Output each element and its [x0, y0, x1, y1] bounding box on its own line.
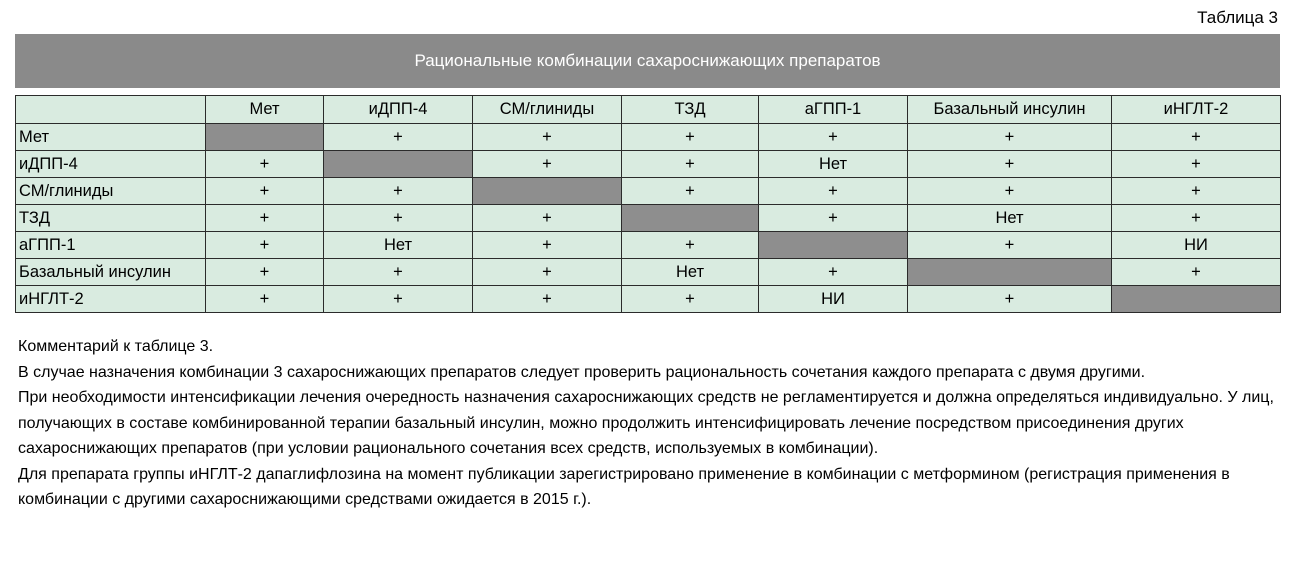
table-cell: + [206, 151, 324, 178]
diagonal-cell [622, 205, 759, 232]
table-cell: + [622, 124, 759, 151]
table-cell: + [324, 259, 473, 286]
column-header: СМ/глиниды [473, 96, 622, 124]
table-cell: + [473, 205, 622, 232]
diagonal-cell [759, 232, 908, 259]
table-row [16, 259, 1281, 286]
table-comments [18, 334, 1288, 513]
table-cell: + [622, 178, 759, 205]
diagonal-cell [473, 178, 622, 205]
table-row [16, 151, 1281, 178]
table-cell: + [1112, 205, 1281, 232]
table-cell: + [206, 232, 324, 259]
table-cell: + [622, 232, 759, 259]
column-header: ТЗД [622, 96, 759, 124]
row-header: Мет [16, 124, 206, 151]
comment-paragraph: При необходимости интенсификации лечения очередность назначения сахароснижающих средств не регламентируется и должна определяться индивидуально. У лиц, получающих в составе комбинированной терапии базальный инсулин, можно продолжить интенсифицировать лечение посредством присоединения других сахароснижающих препаратов (при условии рационального сочетания всех средств, используемых в комбинации). [18, 389, 1274, 457]
table-cell: + [1112, 178, 1281, 205]
table-cell: + [473, 151, 622, 178]
table-cell: НИ [1112, 232, 1281, 259]
table-cell: + [206, 178, 324, 205]
row-header: иНГЛТ-2 [16, 286, 206, 313]
comment-paragraph: В случае назначения комбинации 3 сахароснижающих препаратов следует проверить рациональность сочетания каждого препарата с двумя другими. [18, 363, 1146, 381]
diagonal-cell [324, 151, 473, 178]
corner-cell [16, 96, 206, 124]
table-cell: + [759, 124, 908, 151]
table-row [16, 232, 1281, 259]
table-cell: Нет [324, 232, 473, 259]
table-cell: + [622, 286, 759, 313]
table-cell: + [1112, 151, 1281, 178]
table-cell: + [324, 124, 473, 151]
column-header: Базальный инсулин [908, 96, 1112, 124]
table-cell: + [324, 286, 473, 313]
column-header: иНГЛТ-2 [1112, 96, 1281, 124]
table-cell: + [759, 259, 908, 286]
table-title: Рациональные комбинации сахароснижающих препаратов [15, 34, 1280, 88]
table-cell: + [1112, 259, 1281, 286]
comment-paragraph: Для препарата группы иНГЛТ-2 дапаглифлозина на момент публикации зарегистрировано применение в комбинации с метформином (регистрация применения в комбинации с другими сахароснижающими средствами ожидается в 2015 г.). [18, 465, 1230, 508]
row-header: Базальный инсулин [16, 259, 206, 286]
table-cell: + [206, 205, 324, 232]
table-row [16, 124, 1281, 151]
header-row [16, 96, 1281, 124]
row-header: иДПП-4 [16, 151, 206, 178]
table-cell: + [759, 178, 908, 205]
table-cell: + [324, 178, 473, 205]
comment-heading: Комментарий к таблице 3. [18, 338, 214, 355]
table-cell: НИ [759, 286, 908, 313]
table-cell: + [473, 124, 622, 151]
table-cell: Нет [759, 151, 908, 178]
table-cell: + [206, 286, 324, 313]
diagonal-cell [206, 124, 324, 151]
table-cell: + [908, 286, 1112, 313]
table-row [16, 178, 1281, 205]
row-header: ТЗД [16, 205, 206, 232]
table-cell: + [908, 124, 1112, 151]
table-cell: + [622, 151, 759, 178]
table-cell: + [473, 232, 622, 259]
table-cell: + [759, 205, 908, 232]
table-cell: + [1112, 124, 1281, 151]
table-cell: + [473, 286, 622, 313]
column-header: иДПП-4 [324, 96, 473, 124]
table-cell: + [473, 259, 622, 286]
table-cell: + [206, 259, 324, 286]
table-number: Таблица 3 [1197, 8, 1278, 27]
column-header: аГПП-1 [759, 96, 908, 124]
combination-table [15, 95, 1281, 313]
table-cell: + [908, 151, 1112, 178]
table-cell: + [908, 232, 1112, 259]
diagonal-cell [908, 259, 1112, 286]
row-header: СМ/глиниды [16, 178, 206, 205]
table-cell: Нет [908, 205, 1112, 232]
table-cell: Нет [622, 259, 759, 286]
table-cell: + [908, 178, 1112, 205]
row-header: аГПП-1 [16, 232, 206, 259]
column-header: Мет [206, 96, 324, 124]
table-row [16, 286, 1281, 313]
table-row [16, 205, 1281, 232]
diagonal-cell [1112, 286, 1281, 313]
table-cell: + [324, 205, 473, 232]
